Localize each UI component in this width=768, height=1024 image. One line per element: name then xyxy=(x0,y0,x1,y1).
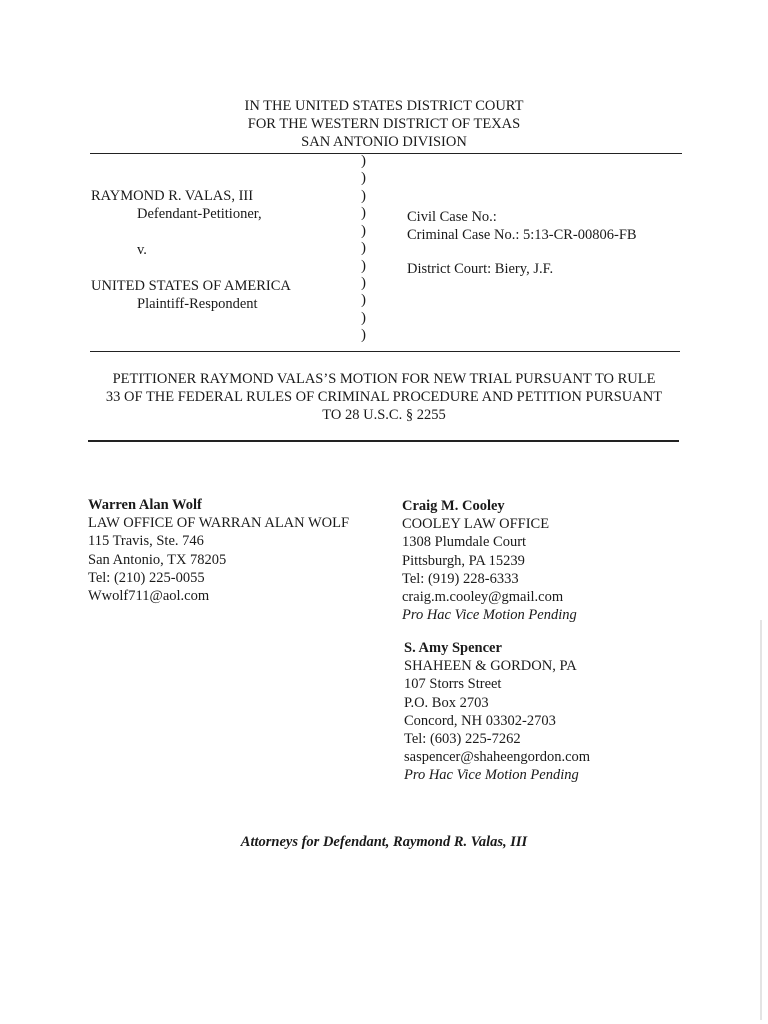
paren: ) xyxy=(361,327,366,343)
attorney-firm: LAW OFFICE OF WARRAN ALAN WOLF xyxy=(88,515,350,532)
scan-edge-shadow xyxy=(760,620,762,1020)
attorney-block-wolf xyxy=(88,496,349,605)
attorney-address-line: P.O. Box 2703 xyxy=(404,694,489,711)
attorney-firm: SHAHEEN & GORDON, PA xyxy=(404,658,577,675)
attorney-email: Wwolf711@aol.com xyxy=(88,588,210,605)
plaintiff-role: Plaintiff-Respondent xyxy=(137,296,258,312)
attorney-name: S. Amy Spencer xyxy=(404,640,502,656)
caption-top-rule xyxy=(90,153,682,154)
attorney-email: craig.m.cooley@gmail.com xyxy=(402,589,564,606)
paren: ) xyxy=(361,223,366,239)
paren: ) xyxy=(361,292,366,308)
title-bottom-rule xyxy=(88,440,679,442)
attorney-block-cooley xyxy=(402,497,577,624)
paren: ) xyxy=(361,275,366,291)
attorney-name: Warren Alan Wolf xyxy=(88,497,202,513)
court-heading-line-2: FOR THE WESTERN DISTRICT OF TEXAS xyxy=(247,116,521,132)
attorney-phone: Tel: (603) 225-7262 xyxy=(404,731,521,748)
court-heading-line-1: IN THE UNITED STATES DISTRICT COURT xyxy=(244,98,524,114)
attorney-note: Pro Hac Vice Motion Pending xyxy=(404,767,579,784)
attorney-firm: COOLEY LAW OFFICE xyxy=(402,516,550,533)
paren: ) xyxy=(361,153,366,169)
versus: v. xyxy=(137,242,147,258)
motion-title-line-2: 33 OF THE FEDERAL RULES OF CRIMINAL PROCEDURE AND PETITION PURSUANT xyxy=(105,389,663,405)
caption-bottom-rule xyxy=(90,351,680,352)
paren: ) xyxy=(361,170,366,186)
motion-title-line-1: PETITIONER RAYMOND VALAS’S MOTION FOR NEW TRIAL PURSUANT TO RULE xyxy=(112,371,656,387)
paren: ) xyxy=(361,258,366,274)
civil-case-number: Civil Case No.: xyxy=(407,209,497,225)
attorney-name: Craig M. Cooley xyxy=(402,498,505,514)
paren: ) xyxy=(361,310,366,326)
district-court-judge: District Court: Biery, J.F. xyxy=(407,261,554,277)
attorney-address-line: 1308 Plumdale Court xyxy=(402,534,527,551)
attorney-email: saspencer@shaheengordon.com xyxy=(404,749,591,766)
attorney-address-line: Concord, NH 03302-2703 xyxy=(404,712,556,729)
court-heading-line-3: SAN ANTONIO DIVISION xyxy=(301,134,467,150)
defendant-name: RAYMOND R. VALAS, III xyxy=(91,188,254,204)
attorney-phone: Tel: (210) 225-0055 xyxy=(88,569,205,586)
motion-title-line-3: TO 28 U.S.C. § 2255 xyxy=(322,407,446,423)
attorney-address-line: Pittsburgh, PA 15239 xyxy=(402,552,525,569)
attorney-note: Pro Hac Vice Motion Pending xyxy=(402,607,577,624)
attorney-address-line: San Antonio, TX 78205 xyxy=(88,551,227,568)
plaintiff-name: UNITED STATES OF AMERICA xyxy=(91,278,291,294)
criminal-case-number: Criminal Case No.: 5:13-CR-00806-FB xyxy=(407,227,637,243)
attorneys-for-line: Attorneys for Defendant, Raymond R. Valas, III xyxy=(240,834,528,850)
paren: ) xyxy=(361,205,366,221)
defendant-role: Defendant-Petitioner, xyxy=(137,206,262,222)
attorney-phone: Tel: (919) 228-6333 xyxy=(402,570,519,587)
paren: ) xyxy=(361,188,366,204)
attorney-block-spencer xyxy=(404,639,590,785)
paren: ) xyxy=(361,240,366,256)
attorney-address-line: 115 Travis, Ste. 746 xyxy=(88,533,204,550)
attorney-address-line: 107 Storrs Street xyxy=(404,676,502,693)
